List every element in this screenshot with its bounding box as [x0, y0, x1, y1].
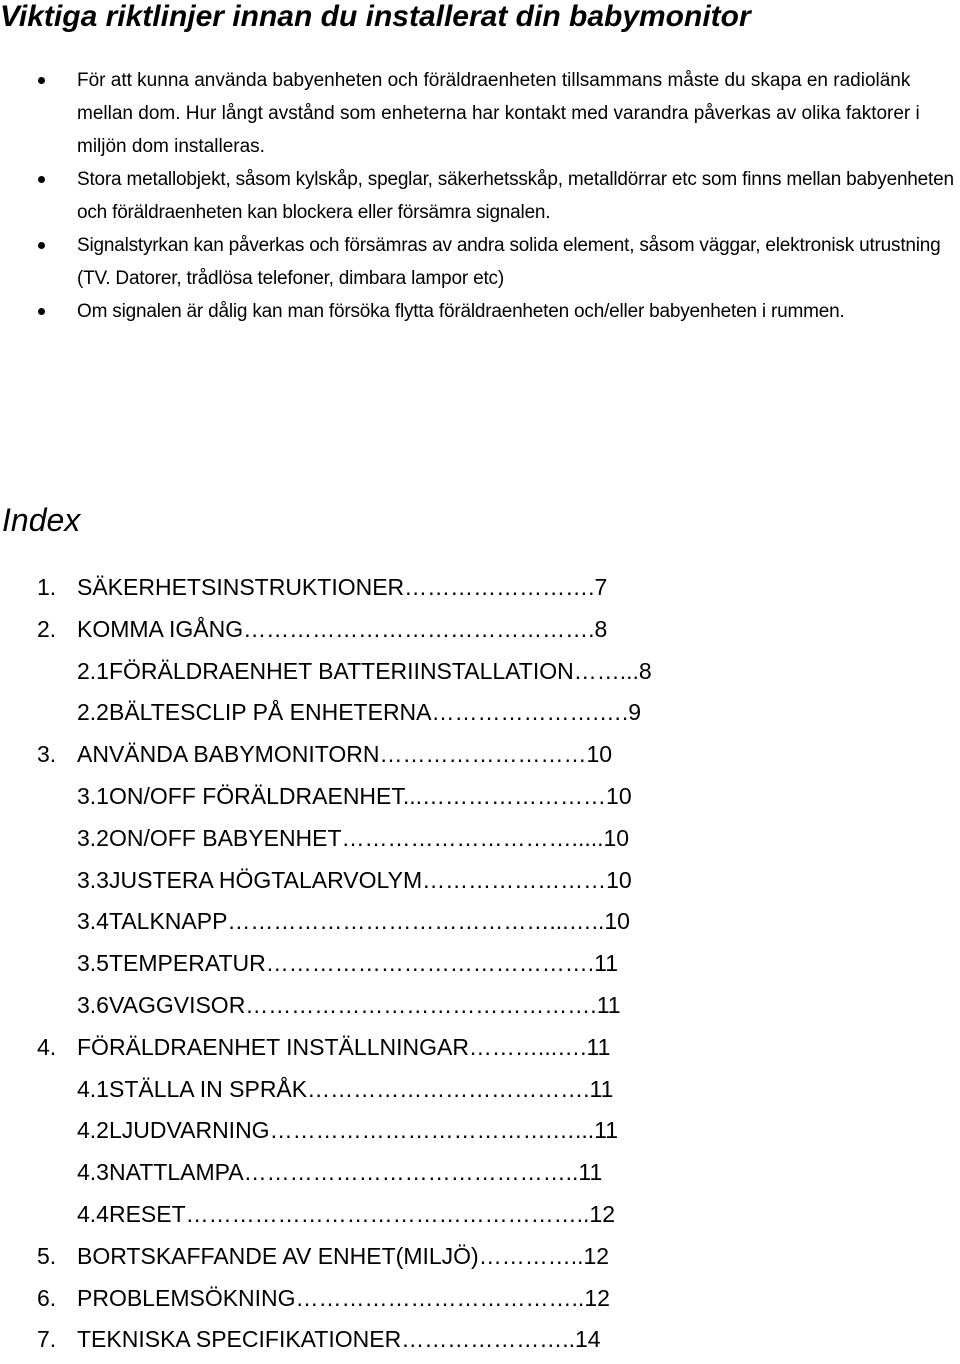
bullet-icon — [38, 242, 45, 249]
toc-text: 4.4RESET……………………………………………..12 — [77, 1200, 616, 1227]
toc-text: BORTSKAFFANDE AV ENHET(MILJÖ)…………..12 — [77, 1242, 610, 1269]
toc-text: KOMMA IGÅNG……………………………………….8 — [77, 615, 608, 642]
guideline-item — [0, 64, 960, 163]
toc-text: 3.5TEMPERATUR…………………………………….11 — [77, 950, 618, 977]
guideline-text: Om signalen är dålig kan man försöka flytta föräldraenheten och/eller babyenheten i rummen. — [77, 301, 845, 322]
toc-text: 4.3NATTLAMPA……………………………………..11 — [77, 1159, 603, 1186]
toc-number: 3. — [37, 741, 57, 768]
toc-text: 4.1STÄLLA IN SPRÅK……………………………….11 — [77, 1075, 614, 1102]
bullet-icon — [38, 308, 45, 315]
toc-text: 3.4TALKNAPP……………………………………...…..10 — [77, 908, 630, 935]
toc-number: 5. — [37, 1242, 57, 1269]
toc-text: 3.3JUSTERA HÖGTALARVOLYM……………………10 — [77, 866, 632, 893]
toc-number: 6. — [37, 1284, 57, 1311]
index-title: Index — [2, 502, 81, 538]
bullet-icon — [38, 176, 45, 183]
page-heading: Viktiga riktlinjer innan du installerat din babymonitor — [0, 0, 751, 33]
guidelines-list — [0, 64, 960, 328]
toc-text: 2.1FÖRÄLDRAENHET BATTERIINSTALLATION……...8 — [77, 657, 652, 684]
toc-text: PROBLEMSÖKNING………………………………..12 — [77, 1284, 610, 1311]
toc-text: TEKNISKA SPECIFIKATIONER…………………..14 — [77, 1326, 601, 1353]
toc-number: 2. — [37, 615, 57, 642]
guideline-item — [0, 295, 960, 328]
bullet-icon — [38, 77, 45, 84]
guideline-text: Signalstyrkan kan påverkas och försämras av andra solida element, såsom väggar, elektronisk utrustning (TV. Datorer, trådlösa telefoner, dimbara lampor etc) — [77, 235, 941, 289]
toc-text: 3.1ON/OFF FÖRÄLDRAENHET...……………………10 — [77, 782, 632, 809]
toc-number: 7. — [37, 1326, 57, 1353]
toc-number: 1. — [37, 574, 57, 600]
toc-number: 4. — [37, 1033, 57, 1060]
guideline-text: För att kunna använda babyenheten och föräldraenheten tillsammans måste du skapa en radiolänk mellan dom. Hur långt avstånd som enheterna har kontakt med varandra påverkas av olika faktorer i miljön dom installeras. — [77, 70, 920, 157]
toc-text: 4.2LJUDVARNING……………………………….…...11 — [77, 1117, 619, 1144]
toc-text: 3.6VAGGVISOR……………………………………….11 — [77, 991, 621, 1018]
toc-text: 2.2BÄLTESCLIP PÅ ENHETERNA………………….….9 — [77, 699, 642, 726]
toc-text: ANVÄNDA BABYMONITORN………………………10 — [77, 741, 613, 768]
guideline-item — [0, 229, 960, 295]
toc-text: 3.2ON/OFF BABYENHET………………………….....10 — [77, 824, 630, 851]
guideline-text: Stora metallobjekt, såsom kylskåp, speglar, säkerhetsskåp, metalldörrar etc som finns mellan babyenheten och föräldraenheten kan blockera eller försämra signalen. — [77, 169, 954, 223]
guideline-item — [0, 163, 960, 229]
toc-text: FÖRÄLDRAENHET INSTÄLLNINGAR………...….11 — [77, 1033, 611, 1060]
toc-text: SÄKERHETSINSTRUKTIONER…………………….7 — [77, 574, 608, 600]
